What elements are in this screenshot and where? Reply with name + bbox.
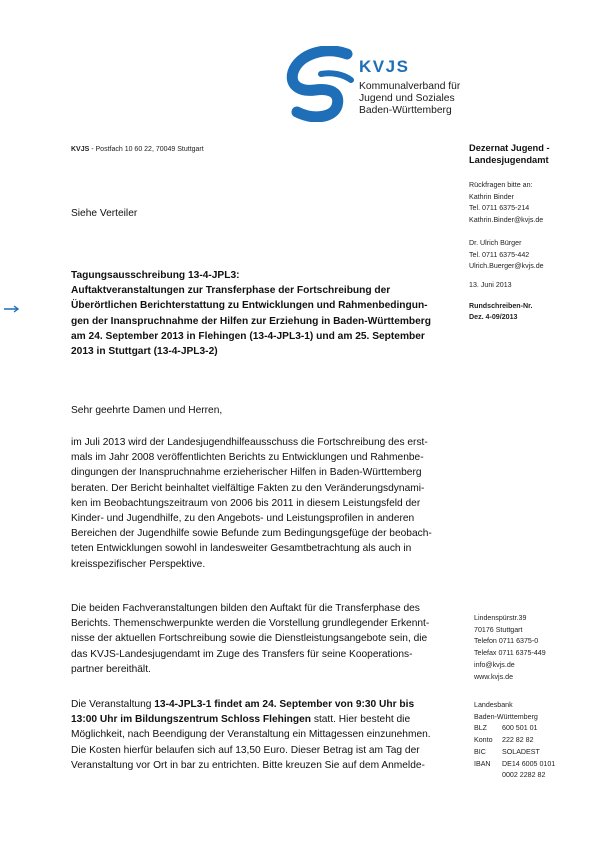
bank-row-label: BLZ [474, 724, 488, 733]
bank-row [474, 759, 589, 771]
paragraph-line: kreisspezifischer Perspektive. [71, 558, 206, 570]
bank-iban-continuation: 0002 2282 82 [502, 771, 546, 780]
contact1-phone: Tel. 0711 6375-214 [469, 204, 530, 213]
bank-row-value: 222 82 82 [502, 736, 534, 745]
subject-line: Tagungsausschreibung 13-4-JPL3: [71, 270, 240, 281]
paragraph-line: das KVJS-Landesjugendamt im Zuge des Transfers für seine Kooperations- [71, 648, 413, 660]
bank-row [474, 723, 589, 735]
sender-line [71, 146, 204, 153]
contact2-email: Ulrich.Buerger@kvjs.de [469, 262, 544, 271]
paragraph-line: nisse der aktuellen Fortschreibung sowie die Dienstleistungsangebote sein, die [71, 633, 428, 645]
kvjs-swirl-logo-icon [285, 46, 357, 122]
contact2-name: Dr. Ulrich Bürger [469, 238, 522, 247]
bank-row-label: BIC [474, 747, 486, 756]
subject-line: Überörtlichen Berichterstattung zu Entwicklungen und Rahmenbedingun- [71, 300, 428, 312]
letter-date: 13. Juni 2013 [469, 280, 512, 289]
paragraph-line: Die Kosten hierfür belaufen sich auf 13,50 Euro. Dieser Betrag ist am Tag der [71, 744, 420, 756]
paragraph-line: partner bereithält. [71, 663, 151, 675]
subject-line: am 24. September 2013 in Flehingen (13-4-JPL3-1) und am 25. September [71, 330, 425, 342]
bank-row [474, 747, 589, 759]
paragraph-line: dingungen der Inanspruchnahme erzieherischer Hilfen in Baden-Württemberg [71, 467, 422, 479]
address-fax: Telefax 0711 6375-449 [474, 649, 546, 658]
subject-line: Auftaktveranstaltungen zur Transferphase der Fortschreibung der [71, 285, 391, 297]
subject-line: gen der Inanspruchnahme der Hilfen zur Erziehung in Baden-Württemberg [71, 315, 431, 327]
paragraph-1 [71, 435, 466, 572]
kvjs-logo [285, 46, 515, 126]
bank-name-2: Baden-Württemberg [474, 712, 538, 721]
bank-row-label: IBAN [474, 759, 491, 768]
paragraph-line [71, 697, 466, 712]
sender-org: KVJS [71, 146, 90, 153]
subject [71, 268, 466, 359]
bank-row-value: DE14 6005 0101 [502, 759, 556, 768]
text-run: statt. Hier besteht die [311, 714, 411, 726]
bank-row-value: 600 501 01 [502, 724, 538, 733]
address-street: Lindenspürstr.39 [474, 614, 527, 622]
paragraph-line: Die beiden Fachveranstaltungen bilden den Auftakt für die Transferphase des [71, 603, 420, 614]
org-name-line-1: Kommunalverband für [359, 81, 461, 92]
queries-label: Rückfragen bitte an: [469, 181, 533, 189]
paragraph-line: Bereichen der Jugendhilfe sowie Befunde zum Bedingungsgefüge der beobach- [71, 528, 432, 540]
paragraph-line: im Juli 2013 wird der Landesjugendhilfeausschuss die Fortschreibung des erst- [71, 437, 428, 448]
paragraph-line: beraten. Der Bericht beinhaltet vielfältige Fakten zu den Veränderungsdynami- [71, 482, 425, 494]
salutation: Sehr geehrte Damen und Herren, [71, 405, 223, 416]
event-highlight: 13-4-JPL3-1 findet am 24. September von 9:30 Uhr bis [154, 699, 415, 710]
address-email: info@kvjs.de [474, 660, 515, 669]
org-name-line-2: Jugend und Soziales [359, 93, 455, 104]
paragraph-line: Veranstaltung vor Ort in bar zu entrichten. Bitte kreuzen Sie auf dem Anmelde- [71, 759, 425, 771]
address-city: 70176 Stuttgart [474, 625, 523, 634]
arrow-right-icon [4, 304, 20, 316]
bank-row-value: SOLADEST [502, 747, 540, 756]
paragraph-line: mals im Jahr 2008 veröffentlichten Berichts zu Entwicklungen und Rahmenbe- [71, 452, 424, 464]
brand-name: KVJS [359, 57, 410, 76]
paragraph-3 [71, 697, 466, 773]
paragraph-2 [71, 601, 466, 677]
sidebar [469, 142, 589, 323]
paragraph-line: ken im Beobachtungszeitraum von 2006 bis 2011 in diesem Leistungsfeld der [71, 497, 421, 509]
text-run: Die Veranstaltung [71, 699, 155, 710]
contact1-email: Kathrin.Binder@kvjs.de [469, 216, 544, 225]
bank-row-label: Konto [474, 736, 493, 745]
address-phone: Telefon 0711 6375-0 [474, 637, 539, 646]
contact2-phone: Tel. 0711 6375-442 [469, 250, 530, 259]
subject-line: 2013 in Stuttgart (13-4-JPL3-2) [71, 346, 218, 358]
circular-number: Dez. 4-09/2013 [469, 312, 518, 321]
event-highlight: 13:00 Uhr im Bildungszentrum Schloss Flehingen [71, 714, 312, 726]
bank-row [474, 735, 589, 747]
org-name-line-3: Baden-Württemberg [359, 105, 452, 116]
sidebar-address [474, 613, 589, 683]
paragraph-line: Berichts. Themenschwerpunkte werden die Vorstellung grundlegender Erkennt- [71, 618, 430, 630]
bank-name-1: Landesbank [474, 701, 513, 709]
paragraph-line: Möglichkeit, nach Beendigung der Veranstaltung ein Mittagessen einzunehmen. [71, 729, 431, 741]
recipient: Siehe Verteiler [71, 208, 138, 219]
sidebar-bank [474, 700, 589, 782]
sender-address: - Postfach 10 60 22, 70049 Stuttgart [89, 146, 204, 153]
paragraph-line [71, 712, 466, 727]
paragraph-line: Kinder- und Jugendhilfe, zu den Angebots- und Leistungsprofilen in anderen [71, 513, 415, 525]
paragraph-line: teten Entwicklungen sowohl in landesweiter Gesamtbetrachtung als auch in [71, 543, 412, 555]
address-web: www.kvjs.de [474, 672, 514, 681]
contact1-name: Kathrin Binder [469, 192, 514, 201]
circular-label: Rundschreiben-Nr. [469, 301, 533, 310]
department-line-1: Dezernat Jugend - [469, 143, 550, 153]
bank-row-iban-cont [474, 770, 589, 782]
department-line-2: Landesjugendamt [469, 155, 549, 165]
